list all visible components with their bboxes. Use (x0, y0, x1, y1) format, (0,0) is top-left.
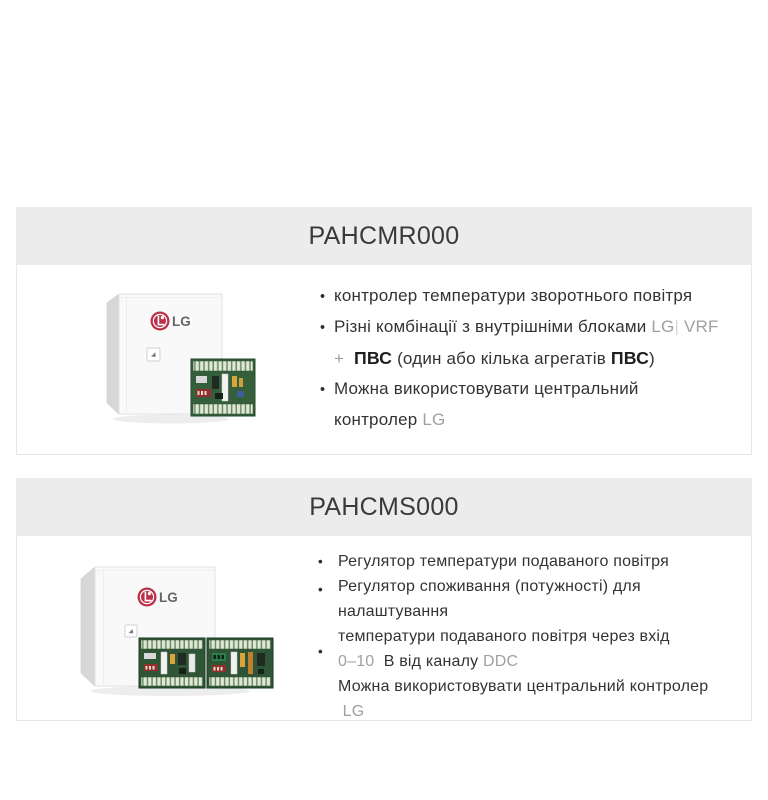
card-1-body (16, 265, 752, 455)
text-segment: (один або кілька агрегатів (392, 349, 611, 368)
cabinet-image (103, 287, 263, 427)
pcb-board-icon (207, 638, 273, 688)
text-segment: ) (649, 349, 655, 368)
product-image-2 (75, 560, 307, 705)
latch-icon (147, 348, 160, 361)
feature-line (320, 374, 752, 405)
text-segment: ПВС (610, 348, 650, 368)
feature-text (334, 281, 692, 311)
feature-line (318, 599, 752, 624)
feature-text (334, 312, 719, 342)
feature-line (318, 699, 752, 724)
cabinet-side-panel (81, 567, 95, 686)
text-segment: LG (422, 410, 446, 429)
product-model-title: PAHCMR000 (308, 221, 460, 250)
text-segment: 0–10 (338, 653, 375, 670)
feature-line (318, 674, 752, 699)
text-segment: В від каналу (374, 653, 484, 670)
feature-list-1 (320, 281, 752, 435)
product-model-title: PAHCMS000 (309, 492, 459, 521)
feature-line (320, 312, 752, 343)
card-2-header (16, 478, 752, 536)
text-segment: контролер температури зворотнього повітря (334, 286, 693, 305)
feature-text (338, 574, 641, 599)
feature-text (338, 699, 364, 724)
product-card-2 (16, 478, 752, 721)
feature-text (338, 674, 708, 699)
text-segment: налаштування (338, 603, 449, 620)
text-segment: VRF (679, 317, 719, 336)
text-segment: Регулятор температури подаваного повітря (338, 553, 669, 570)
feature-text (334, 405, 445, 435)
pcb-board-icon (191, 359, 255, 416)
text-segment: Різні комбінації з внутрішніми блоками (334, 317, 652, 336)
feature-text (338, 649, 518, 674)
card-2-body (16, 536, 752, 721)
bullet-icon: • (318, 554, 323, 569)
lg-logo-text: LG (172, 314, 191, 329)
feature-text (334, 374, 639, 404)
text-segment: Регулятор споживання (потужності) для (338, 578, 641, 595)
cabinet-side-panel (107, 294, 119, 414)
bullet-icon: • (318, 582, 323, 597)
text-segment: температури подаваного повітря через вхід (338, 628, 670, 645)
feature-line (318, 574, 752, 599)
feature-line (318, 644, 752, 674)
text-segment: LG (651, 317, 675, 336)
feature-text (338, 549, 669, 574)
text-segment: ПВС (353, 348, 393, 368)
card-1-header (16, 207, 752, 265)
text-segment: DDC (483, 653, 519, 670)
bullet-icon: • (320, 382, 326, 398)
feature-line (320, 405, 752, 435)
text-segment: + (334, 349, 354, 368)
text-segment: Можна використовувати центральний контролер (338, 678, 709, 695)
feature-line (318, 549, 752, 574)
feature-line (320, 281, 752, 312)
text-segment: LG (338, 703, 365, 720)
bullet-icon: • (318, 644, 323, 659)
bullet-icon: • (320, 320, 326, 336)
feature-line (320, 343, 752, 374)
bullet-icon: • (320, 289, 326, 305)
product-image-1 (103, 287, 263, 432)
pcb-board-icon (139, 638, 205, 688)
lg-logo-text: LG (159, 590, 178, 605)
feature-text (338, 624, 670, 649)
text-segment: Можна використовувати центральний (334, 379, 639, 398)
feature-text (338, 599, 448, 624)
cabinet-image (75, 560, 307, 700)
feature-text (334, 343, 655, 374)
feature-list-2 (318, 549, 752, 724)
feature-line (318, 624, 752, 649)
text-segment: | (674, 317, 680, 336)
product-card-1 (16, 207, 752, 455)
latch-icon (125, 625, 137, 637)
text-segment: контролер (334, 410, 423, 429)
